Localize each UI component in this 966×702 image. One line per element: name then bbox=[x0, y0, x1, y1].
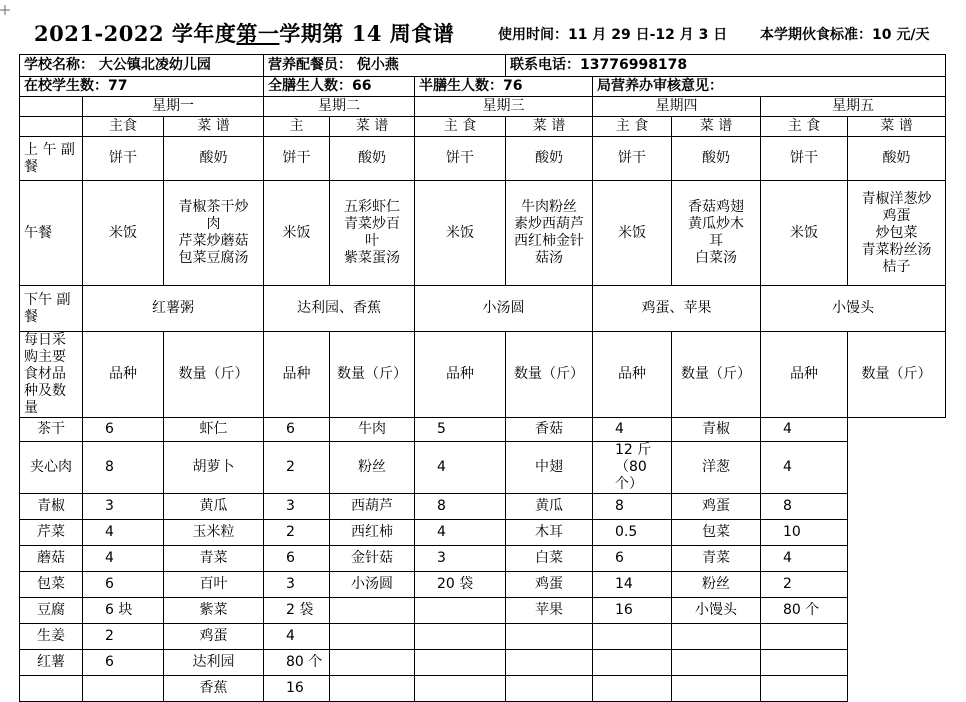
purchase-qty bbox=[415, 650, 506, 676]
subheader-staple: 主 食 bbox=[415, 117, 506, 137]
purchase-item: 虾仁 bbox=[164, 418, 264, 442]
purchase-qty: 4 bbox=[761, 418, 848, 442]
purchase-item: 香蕉 bbox=[164, 676, 264, 702]
purchase-qty: 8 bbox=[593, 494, 672, 520]
purchase-qty: 8 bbox=[415, 494, 506, 520]
afternoon-snack-fri: 小馒头 bbox=[761, 286, 946, 332]
purchase-qty bbox=[593, 676, 672, 702]
page-title: 2021-2022 学年度第一学期第 14 周食谱 bbox=[34, 21, 455, 46]
half-meal-cell: 半膳生人数：76 bbox=[415, 77, 593, 97]
purchase-qty: 0.5 bbox=[593, 520, 672, 546]
lunch-dishes: 五彩虾仁 青菜炒百 叶 紫菜蛋汤 bbox=[330, 181, 415, 286]
purchase-item: 洋葱 bbox=[672, 442, 761, 494]
morning-staple: 饼干 bbox=[264, 137, 330, 181]
purchase-qty: 2 bbox=[761, 572, 848, 598]
purchase-qty: 4 bbox=[264, 624, 330, 650]
purchase-item: 百叶 bbox=[164, 572, 264, 598]
purchase-item: 粉丝 bbox=[672, 572, 761, 598]
purchase-qty: 4 bbox=[415, 520, 506, 546]
purchase-item: 苹果 bbox=[506, 598, 593, 624]
afternoon-snack-mon: 红薯粥 bbox=[83, 286, 264, 332]
purchase-qty: 80 个 bbox=[761, 598, 848, 624]
info-row-1 bbox=[20, 55, 946, 77]
purchase-header-row bbox=[20, 332, 946, 418]
col-item: 品种 bbox=[593, 332, 672, 418]
purchase-qty: 5 bbox=[415, 418, 506, 442]
day-friday: 星期五 bbox=[761, 97, 946, 117]
morning-staple: 饼干 bbox=[415, 137, 506, 181]
purchase-item: 中翅 bbox=[506, 442, 593, 494]
purchase-qty: 3 bbox=[264, 494, 330, 520]
subheader-staple: 主 食 bbox=[593, 117, 672, 137]
purchase-qty: 6 bbox=[593, 546, 672, 572]
col-item: 品种 bbox=[761, 332, 848, 418]
purchase-row bbox=[20, 494, 946, 520]
phone-cell: 联系电话：13776998178 bbox=[506, 55, 946, 77]
purchase-item: 西红柿 bbox=[330, 520, 415, 546]
day-monday: 星期一 bbox=[83, 97, 264, 117]
purchase-item: 牛肉 bbox=[330, 418, 415, 442]
purchase-qty: 6 bbox=[264, 418, 330, 442]
subheader-staple: 主 食 bbox=[761, 117, 848, 137]
purchase-item: 鸡蛋 bbox=[672, 494, 761, 520]
subheader-menu: 菜 谱 bbox=[848, 117, 946, 137]
day-wednesday: 星期三 bbox=[415, 97, 593, 117]
afternoon-snack-label: 下午 副餐 bbox=[20, 286, 83, 332]
purchase-item: 包菜 bbox=[672, 520, 761, 546]
purchase-item: 小馒头 bbox=[672, 598, 761, 624]
purchase-row bbox=[20, 650, 946, 676]
morning-staple: 饼干 bbox=[761, 137, 848, 181]
purchase-qty: 2 bbox=[264, 520, 330, 546]
purchase-item: 青椒 bbox=[672, 418, 761, 442]
purchase-item: 芹菜 bbox=[20, 520, 83, 546]
afternoon-snack-row bbox=[20, 286, 946, 332]
purchase-qty bbox=[761, 676, 848, 702]
lunch-staple: 米饭 bbox=[593, 181, 672, 286]
col-item: 品种 bbox=[264, 332, 330, 418]
lunch-dishes: 青椒茶干炒 肉 芹菜炒蘑菇 包菜豆腐汤 bbox=[164, 181, 264, 286]
purchase-qty: 10 bbox=[761, 520, 848, 546]
subheader-staple: 主食 bbox=[83, 117, 164, 137]
purchase-item bbox=[330, 650, 415, 676]
title-row bbox=[0, 0, 966, 54]
col-item: 品种 bbox=[415, 332, 506, 418]
purchase-item: 白菜 bbox=[506, 546, 593, 572]
purchase-qty: 6 bbox=[83, 572, 164, 598]
purchase-item: 豆腐 bbox=[20, 598, 83, 624]
purchase-qty: 6 bbox=[83, 650, 164, 676]
lunch-label: 午餐 bbox=[20, 181, 83, 286]
afternoon-snack-thu: 鸡蛋、苹果 bbox=[593, 286, 761, 332]
purchase-item: 红薯 bbox=[20, 650, 83, 676]
purchase-item: 金针菇 bbox=[330, 546, 415, 572]
purchase-qty: 2 bbox=[83, 624, 164, 650]
subheader-row bbox=[20, 117, 946, 137]
afternoon-snack-wed: 小汤圆 bbox=[415, 286, 593, 332]
purchase-item: 粉丝 bbox=[330, 442, 415, 494]
purchase-item bbox=[506, 676, 593, 702]
lunch-staple: 米饭 bbox=[264, 181, 330, 286]
purchase-qty: 12 斤（80 个） bbox=[593, 442, 672, 494]
purchase-row bbox=[20, 676, 946, 702]
purchase-qty bbox=[761, 650, 848, 676]
purchase-item: 夹心肉 bbox=[20, 442, 83, 494]
purchase-item: 黄瓜 bbox=[164, 494, 264, 520]
purchase-item: 包菜 bbox=[20, 572, 83, 598]
bureau-review-cell: 局营养办审核意见： bbox=[593, 77, 946, 97]
empty-cell bbox=[20, 117, 83, 137]
purchase-row bbox=[20, 598, 946, 624]
purchase-row bbox=[20, 546, 946, 572]
purchase-item bbox=[20, 676, 83, 702]
purchase-qty: 6 块 bbox=[83, 598, 164, 624]
purchase-item: 玉米粒 bbox=[164, 520, 264, 546]
purchase-qty: 3 bbox=[264, 572, 330, 598]
morning-snack-row bbox=[20, 137, 946, 181]
morning-dish: 酸奶 bbox=[164, 137, 264, 181]
morning-dish: 酸奶 bbox=[330, 137, 415, 181]
day-header-row bbox=[20, 97, 946, 117]
lunch-dishes: 香菇鸡翅 黄瓜炒木 耳 白菜汤 bbox=[672, 181, 761, 286]
menu-table bbox=[19, 54, 946, 702]
purchase-qty: 20 袋 bbox=[415, 572, 506, 598]
lunch-staple: 米饭 bbox=[83, 181, 164, 286]
purchase-item: 香菇 bbox=[506, 418, 593, 442]
empty-cell bbox=[20, 97, 83, 117]
lunch-dishes: 牛肉粉丝 素炒西葫芦 西红柿金针 菇汤 bbox=[506, 181, 593, 286]
purchase-item: 青椒 bbox=[20, 494, 83, 520]
purchase-qty: 4 bbox=[83, 546, 164, 572]
purchase-item bbox=[672, 676, 761, 702]
purchase-item: 青菜 bbox=[164, 546, 264, 572]
purchase-item bbox=[330, 676, 415, 702]
col-qty: 数量（斤） bbox=[672, 332, 761, 418]
subheader-menu: 菜 谱 bbox=[506, 117, 593, 137]
purchase-item: 生姜 bbox=[20, 624, 83, 650]
purchase-qty: 4 bbox=[761, 442, 848, 494]
morning-dish: 酸奶 bbox=[672, 137, 761, 181]
purchase-qty: 6 bbox=[83, 418, 164, 442]
purchase-qty: 2 bbox=[264, 442, 330, 494]
purchase-row bbox=[20, 572, 946, 598]
purchase-qty bbox=[415, 598, 506, 624]
purchase-qty bbox=[83, 676, 164, 702]
nutritionist-cell: 营养配餐员： 倪小燕 bbox=[264, 55, 506, 77]
purchase-qty bbox=[593, 650, 672, 676]
day-thursday: 星期四 bbox=[593, 97, 761, 117]
purchase-qty: 3 bbox=[415, 546, 506, 572]
col-qty: 数量（斤） bbox=[506, 332, 593, 418]
col-qty: 数量（斤） bbox=[164, 332, 264, 418]
purchase-item: 蘑菇 bbox=[20, 546, 83, 572]
col-qty: 数量（斤） bbox=[848, 332, 946, 418]
morning-staple: 饼干 bbox=[593, 137, 672, 181]
purchase-item: 达利园 bbox=[164, 650, 264, 676]
lunch-staple: 米饭 bbox=[761, 181, 848, 286]
purchase-qty: 4 bbox=[593, 418, 672, 442]
usage-time: 使用时间：11 月 29 日-12 月 3 日 bbox=[498, 27, 728, 43]
col-qty: 数量（斤） bbox=[330, 332, 415, 418]
purchase-qty: 2 袋 bbox=[264, 598, 330, 624]
purchase-item: 鸡蛋 bbox=[506, 572, 593, 598]
purchase-label: 每日采 购主要 食材品 种及数 量 bbox=[20, 332, 83, 418]
purchase-qty: 8 bbox=[761, 494, 848, 520]
school-name-cell: 学校名称： 大公镇北凌幼儿园 bbox=[20, 55, 264, 77]
lunch-staple: 米饭 bbox=[415, 181, 506, 286]
purchase-item: 紫菜 bbox=[164, 598, 264, 624]
meal-standard: 本学期伙食标准：10 元/天 bbox=[760, 27, 930, 43]
purchase-qty: 16 bbox=[593, 598, 672, 624]
subheader-staple: 主 bbox=[264, 117, 330, 137]
purchase-item bbox=[672, 650, 761, 676]
purchase-item bbox=[330, 598, 415, 624]
purchase-row bbox=[20, 418, 946, 442]
purchase-item bbox=[506, 650, 593, 676]
purchase-row bbox=[20, 520, 946, 546]
purchase-qty: 80 个 bbox=[264, 650, 330, 676]
subheader-menu: 菜 谱 bbox=[164, 117, 264, 137]
purchase-row bbox=[20, 442, 946, 494]
day-tuesday: 星期二 bbox=[264, 97, 415, 117]
morning-dish: 酸奶 bbox=[848, 137, 946, 181]
purchase-qty: 3 bbox=[83, 494, 164, 520]
purchase-item: 青菜 bbox=[672, 546, 761, 572]
subheader-menu: 菜 谱 bbox=[672, 117, 761, 137]
purchase-item: 小汤圆 bbox=[330, 572, 415, 598]
morning-staple: 饼干 bbox=[83, 137, 164, 181]
purchase-qty: 14 bbox=[593, 572, 672, 598]
full-meal-cell: 全膳生人数：66 bbox=[264, 77, 415, 97]
morning-snack-label: 上 午 副 餐 bbox=[20, 137, 83, 181]
lunch-row bbox=[20, 181, 946, 286]
purchase-item: 西葫芦 bbox=[330, 494, 415, 520]
purchase-item: 黄瓜 bbox=[506, 494, 593, 520]
purchase-qty: 4 bbox=[83, 520, 164, 546]
purchase-item: 胡萝卜 bbox=[164, 442, 264, 494]
purchase-qty: 6 bbox=[264, 546, 330, 572]
lunch-dishes: 青椒洋葱炒 鸡蛋 炒包菜 青菜粉丝汤 桔子 bbox=[848, 181, 946, 286]
purchase-item: 木耳 bbox=[506, 520, 593, 546]
purchase-item: 茶干 bbox=[20, 418, 83, 442]
purchase-item: 鸡蛋 bbox=[164, 624, 264, 650]
afternoon-snack-tue: 达利园、香蕉 bbox=[264, 286, 415, 332]
col-item: 品种 bbox=[83, 332, 164, 418]
purchase-qty: 4 bbox=[415, 442, 506, 494]
morning-dish: 酸奶 bbox=[506, 137, 593, 181]
purchase-qty: 4 bbox=[761, 546, 848, 572]
subheader-menu: 菜 谱 bbox=[330, 117, 415, 137]
info-row-2 bbox=[20, 77, 946, 97]
purchase-qty: 16 bbox=[264, 676, 330, 702]
purchase-qty: 8 bbox=[83, 442, 164, 494]
purchase-qty bbox=[415, 676, 506, 702]
students-cell: 在校学生数：77 bbox=[20, 77, 264, 97]
